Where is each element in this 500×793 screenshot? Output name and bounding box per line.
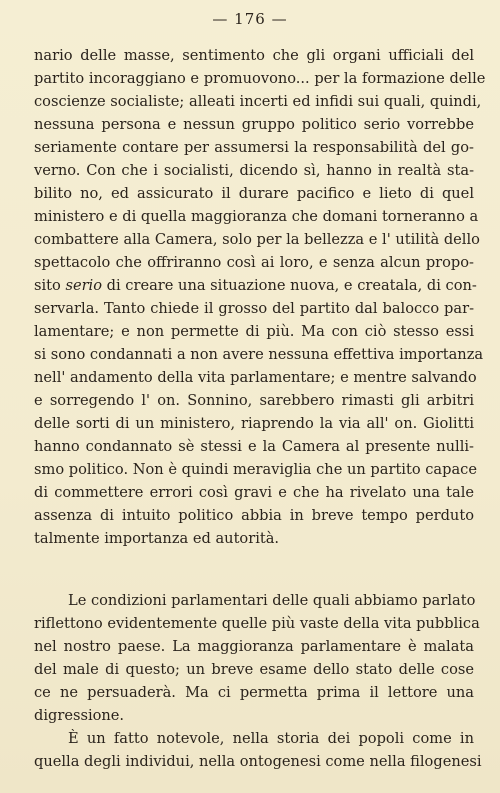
- text-line: smo politico. Non è quindi meraviglia che un partito capace: [34, 461, 477, 478]
- text-line: spettacolo che offriranno così ai loro, e senza alcun propo-: [34, 254, 474, 271]
- text-line: bilito no, ed assicurato il durare pacifico e lieto di quel: [34, 185, 474, 202]
- text-line: del male di questo; un breve esame dello stato delle cose: [34, 661, 474, 678]
- paragraph-new: [34, 589, 482, 773]
- text-line: combattere alla Camera, solo per la bellezza e l' utilità dello: [34, 231, 480, 248]
- text-line: coscienze socialiste; alleati incerti ed infidi sui quali, quindi,: [34, 93, 482, 110]
- text-line: di commettere errori così gravi e che ha rivelato una tale: [34, 484, 474, 501]
- italic-word: serio: [65, 277, 103, 294]
- text-line: nario delle masse, sentimento che gli organi ufficiali del: [34, 47, 474, 64]
- text-line: sito serio di creare una situazione nuova, e creatala, di con-: [34, 277, 477, 294]
- text-line: talmente importanza ed autorità.: [34, 530, 280, 547]
- text-line: servarla. Tanto chiede il grosso del partito dal balocco par-: [34, 300, 474, 317]
- text-line: ce ne persuaderà. Ma ci permetta prima il lettore una: [34, 684, 474, 701]
- text-line: delle sorti di un ministero, riaprendo la via all' on. Giolitti: [34, 415, 474, 432]
- text-line: ministero e di quella maggioranza che domani torneranno a: [34, 208, 479, 225]
- text-line: riflettono evidentemente quelle più vaste della vita pubblica: [34, 615, 480, 632]
- text-line: nell' andamento della vita parlamentare; e mentre salvando: [34, 369, 477, 386]
- text-line: digressione.: [34, 707, 125, 724]
- paragraph-continued: [34, 44, 486, 550]
- text-line: verno. Con che i socialisti, dicendo sì, hanno in realtà sta-: [34, 162, 474, 179]
- text-line: È un fatto notevole, nella storia dei popoli come in: [68, 730, 474, 747]
- page-number: — 176 —: [212, 10, 288, 28]
- text-line: nel nostro paese. La maggioranza parlamentare è malata: [34, 638, 474, 655]
- text-line: assenza di intuito politico abbia in breve tempo perduto: [34, 507, 474, 524]
- text-line: lamentare; e non permette di più. Ma con ciò stesso essi: [34, 323, 474, 340]
- text-line: hanno condannato sè stessi e la Camera al presente nulli-: [34, 438, 474, 455]
- text-line: quella degli individui, nella ontogenesi come nella filogenesi: [34, 753, 482, 770]
- text-line: si sono condannati a non avere nessuna effettiva importanza: [34, 346, 484, 363]
- text-line: partito incoraggiano e promuovono... per la formazione delle: [34, 70, 486, 87]
- text-line: nessuna persona e nessun gruppo politico serio vorrebbe: [34, 116, 474, 133]
- text-line: Le condizioni parlamentari delle quali abbiamo parlato: [68, 592, 476, 609]
- text-line: e sorregendo l' on. Sonnino, sarebbero rimasti gli arbitri: [34, 392, 474, 409]
- text-line: seriamente contare per assumersi la responsabilità del go-: [34, 139, 474, 156]
